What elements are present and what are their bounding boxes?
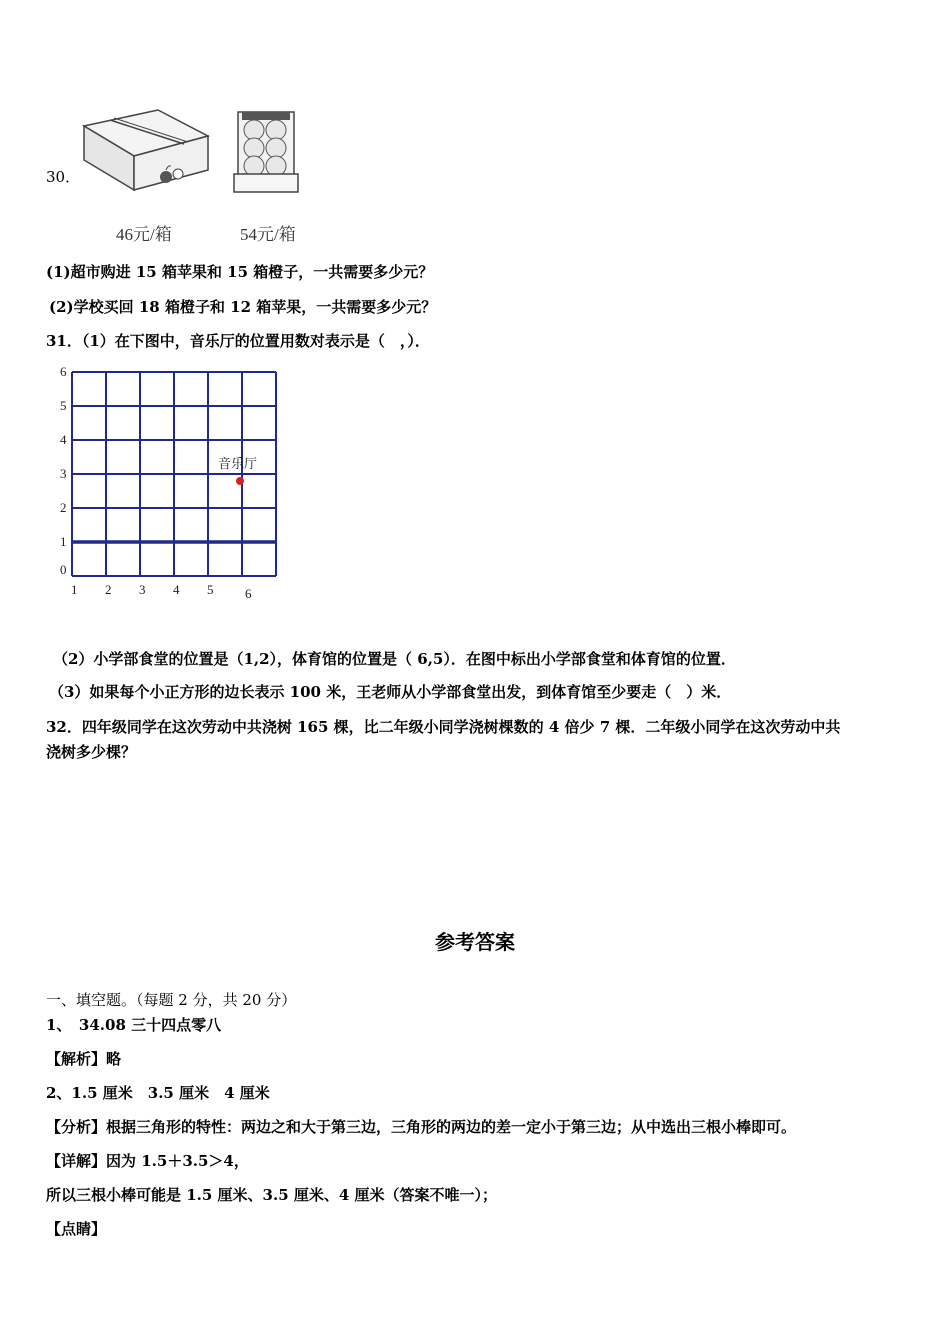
y-axis-label: 5 (60, 398, 67, 413)
q31-question: 31．（1）在下图中，音乐厅的位置用数对表示是（ ，）． (46, 332, 430, 350)
music-hall-point (236, 477, 244, 485)
q30-number: 30． (46, 168, 81, 186)
x-axis-label: 6 (245, 586, 252, 601)
music-hall-label: 音乐厅 (218, 456, 258, 471)
answers-title: 参考答案 (435, 930, 515, 954)
q31-part3: （3）如果每个小正方形的边长表示 100 米，王老师从小学部食堂出发，到体育馆至少要走（ ）米． (49, 683, 732, 701)
answer-2-detail: 【详解】因为 1.5＋3.5＞4， (46, 1152, 249, 1170)
q30-part1: (1)超市购进 15 箱苹果和 15 箱橙子，一共需要多少元？ (46, 263, 434, 281)
answer-2-analysis: 【分析】根据三角形的特性：两边之和大于第三边，三角形的两边的差一定小于第三边；从中选出三根小棒即可。 (46, 1118, 797, 1136)
answer-2-comment: 【点睛】 (46, 1220, 107, 1238)
coordinate-grid (58, 366, 288, 606)
y-axis-label: 4 (60, 432, 67, 447)
answer-2-conclusion: 所以三根小棒可能是 1.5 厘米、3.5 厘米、4 厘米（答案不唯一）； (46, 1186, 498, 1204)
apple-box-image (80, 108, 220, 194)
answers-section-heading: 一、填空题。（每题 2 分，共 20 分） (46, 991, 297, 1009)
x-axis-label: 1 (71, 582, 78, 597)
grid-axis-labels (60, 366, 252, 601)
q31-part2: （2）小学部食堂的位置是（1,2），体育馆的位置是（ 6,5）．在图中标出小学部食堂和体育馆的位置． (53, 650, 736, 668)
x-axis-label: 2 (105, 582, 112, 597)
q30-part2: (2)学校买回 18 箱橙子和 12 箱苹果，一共需要多少元？ (49, 298, 437, 316)
x-axis-label: 3 (139, 582, 146, 597)
orange-price-label: 54元/箱 (240, 225, 296, 244)
answer-1-analysis: 【解析】略 (46, 1050, 122, 1068)
q32-line1: 32．四年级同学在这次劳动中共浇树 165 棵，比二年级小同学浇树棵数的 4 倍少 7 棵．二年级小同学在这次劳动中共 (46, 718, 841, 736)
y-axis-label: 6 (60, 366, 67, 379)
apple-price-label: 46元/箱 (116, 225, 172, 244)
x-axis-label: 4 (173, 582, 180, 597)
y-axis-label: 0 (60, 562, 67, 577)
x-axis-label: 5 (207, 582, 214, 597)
y-axis-label: 1 (60, 534, 67, 549)
q32-line2: 浇树多少棵？ (46, 743, 137, 761)
y-axis-label: 3 (60, 466, 67, 481)
y-axis-label: 2 (60, 500, 67, 515)
answer-2: 2、1.5 厘米 3.5 厘米 4 厘米 (46, 1084, 270, 1102)
answer-1: 1、 34.08 三十四点零八 (46, 1016, 222, 1034)
orange-box-image (232, 108, 300, 196)
grid-lines (72, 372, 276, 576)
